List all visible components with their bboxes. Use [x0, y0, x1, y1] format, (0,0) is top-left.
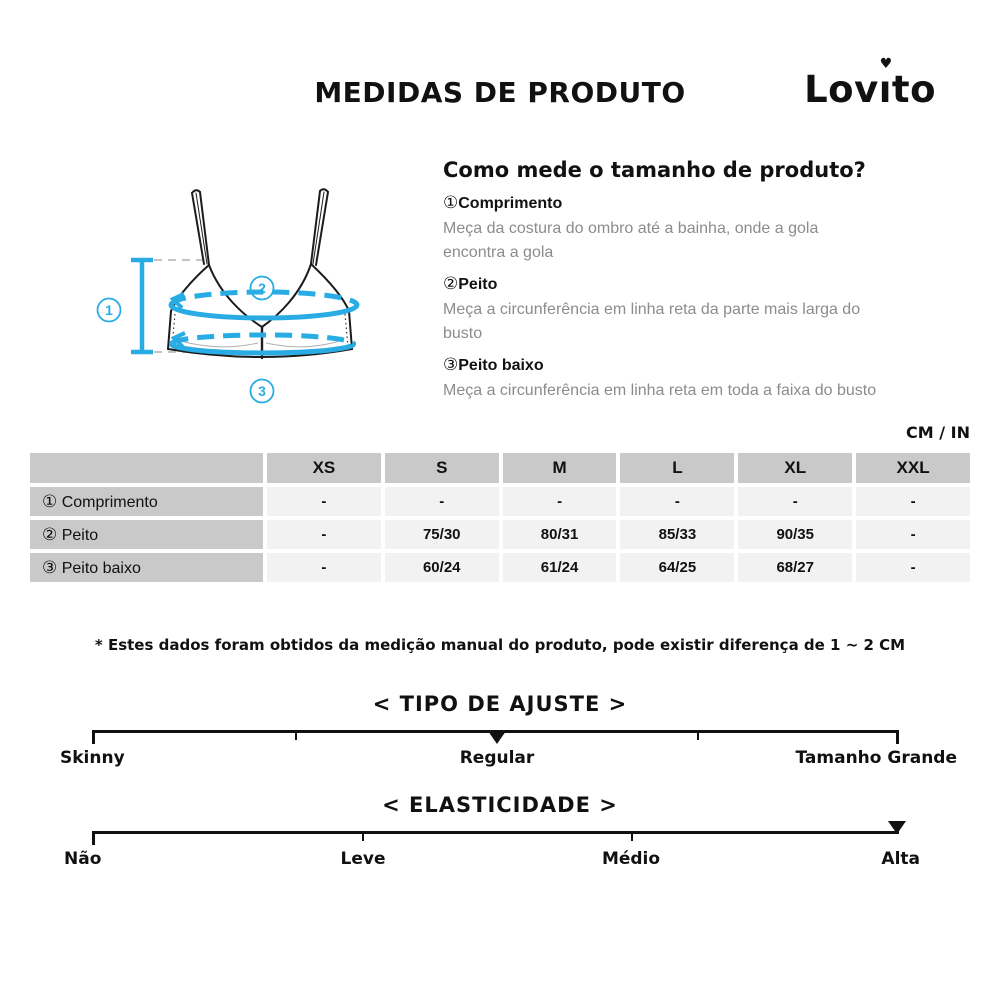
marker-1-badge [98, 299, 121, 322]
units-label: CM / IN [906, 423, 970, 442]
measurement-disclaimer: * Estes dados foram obtidos da medição manual do produto, pode existir diferença de 1 ~ 2 CM [94, 636, 906, 654]
guide-heading: Como mede o tamanho de produto? [443, 158, 866, 182]
row-label-text: Peito baixo [61, 559, 141, 577]
table-row [30, 520, 970, 549]
table-cell: - [385, 487, 499, 516]
measure-guide [443, 158, 963, 403]
fit-scale-end-cap [92, 730, 95, 744]
guide-item-peito-baixo [443, 352, 963, 379]
fit-scale-marker-icon [488, 731, 506, 744]
table-cell: - [267, 553, 381, 582]
elasticity-scale-line [92, 831, 899, 834]
svg-text:3: 3 [258, 383, 266, 399]
table-cell: 90/35 [738, 520, 852, 549]
fit-scale-end-cap [896, 730, 899, 744]
table-cell: 68/27 [738, 553, 852, 582]
guide-item-label: Peito baixo [458, 357, 544, 374]
guide-item-desc: Meça a circunferência em linha reta da parte mais larga do [443, 301, 861, 318]
guide-item-desc: busto [443, 325, 483, 342]
svg-text:1: 1 [105, 302, 113, 318]
fit-scale-tick [295, 730, 297, 740]
brand-logo [804, 56, 936, 111]
table-row [30, 487, 970, 516]
guide-item-comprimento [443, 190, 963, 217]
brand-logo-i-char: ı [878, 68, 892, 111]
table-cell: - [856, 487, 970, 516]
elasticity-scale-marker-icon [888, 821, 906, 834]
size-col-header: M [503, 453, 617, 483]
size-col-header: XL [738, 453, 852, 483]
table-cell: 80/31 [503, 520, 617, 549]
fit-label-tamanho-grande: Tamanho Grande [795, 748, 957, 768]
table-cell: - [620, 487, 734, 516]
size-table [26, 449, 974, 586]
guide-item-desc: Meça da costura do ombro até a bainha, onde a gola [443, 220, 819, 237]
circled-1-icon: ① [443, 193, 459, 212]
elasticity-scale-end-cap [92, 831, 95, 845]
table-cell: - [856, 553, 970, 582]
size-col-header: S [385, 453, 499, 483]
elasticity-scale-tick [362, 831, 364, 841]
brand-logo-pre: Lov [804, 68, 879, 111]
table-cell: 64/25 [620, 553, 734, 582]
svg-text:2: 2 [258, 280, 266, 296]
elasticity-label-nao: Não [64, 849, 102, 869]
elasticity-label-medio: Médio [601, 849, 661, 869]
circled-3-icon: ③ [42, 557, 58, 577]
elasticity-label-alta: Alta [881, 849, 920, 869]
table-cell: - [267, 520, 381, 549]
elasticity-scale-tick [631, 831, 633, 841]
brand-logo-i [878, 56, 893, 111]
table-cell: - [267, 487, 381, 516]
size-col-header: L [620, 453, 734, 483]
table-cell: 75/30 [385, 520, 499, 549]
fit-scale-tick [697, 730, 699, 740]
marker-2-badge [251, 277, 274, 300]
elasticity-label-leve: Leve [340, 849, 386, 869]
table-row [30, 553, 970, 582]
circled-2-icon: ② [42, 524, 58, 544]
brand-logo-post: to [891, 68, 936, 111]
table-cell: 60/24 [385, 553, 499, 582]
fit-label-skinny: Skinny [60, 748, 125, 768]
fit-scale-title: < TIPO DE AJUSTE > [372, 692, 628, 716]
table-corner-cell [30, 453, 263, 483]
guide-item-peito [443, 271, 963, 298]
circled-2-icon: ② [443, 274, 459, 293]
length-measure-line [131, 260, 153, 352]
table-cell: - [856, 520, 970, 549]
bra-illustration [80, 168, 420, 418]
row-label-text: Comprimento [61, 493, 158, 511]
elasticity-scale-title: < ELASTICIDADE > [382, 793, 618, 817]
guide-item-label: Comprimento [458, 195, 563, 212]
guide-item-desc: encontra a gola [443, 244, 554, 261]
table-cell: 85/33 [620, 520, 734, 549]
bra-undercup-seams [177, 340, 343, 347]
row-label-peito-baixo [30, 553, 263, 582]
table-cell: 61/24 [503, 553, 617, 582]
size-col-header: XXL [856, 453, 970, 483]
guide-item-desc: Meça a circunferência em linha reta em toda a faixa do busto [443, 382, 877, 399]
guide-item-label: Peito [458, 276, 498, 293]
circled-1-icon: ① [42, 491, 58, 511]
marker-3-badge [251, 380, 274, 403]
row-label-comprimento [30, 487, 263, 516]
size-col-header: XS [267, 453, 381, 483]
page-title: MEDIDAS DE PRODUTO [314, 76, 686, 109]
table-cell: - [738, 487, 852, 516]
circled-3-icon: ③ [443, 355, 459, 374]
size-table-header-row [30, 453, 970, 483]
heart-dot-icon: ♥ [879, 56, 893, 72]
fit-label-regular: Regular [459, 748, 535, 768]
table-cell: - [503, 487, 617, 516]
row-label-peito [30, 520, 263, 549]
row-label-text: Peito [61, 526, 99, 544]
